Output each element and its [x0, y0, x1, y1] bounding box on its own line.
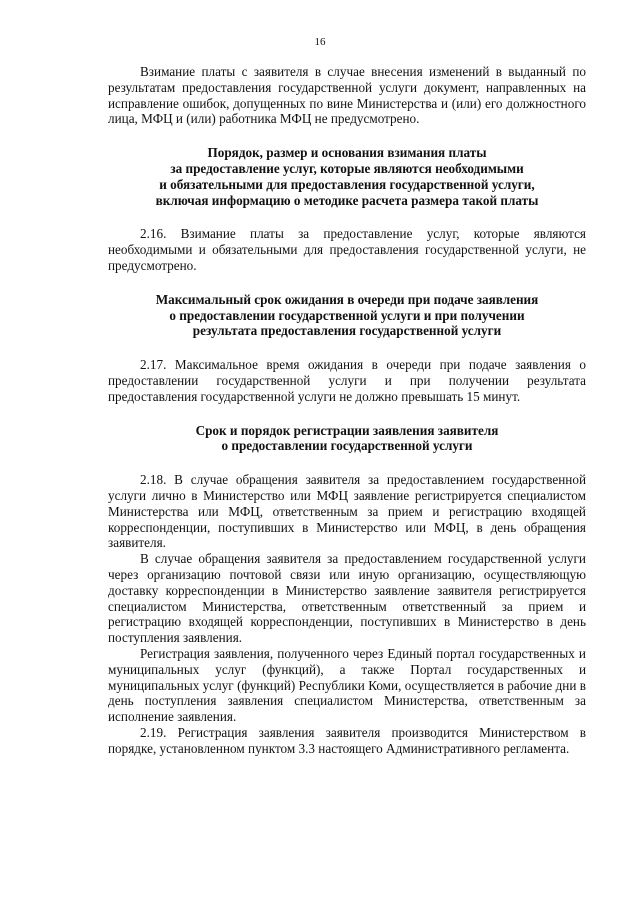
paragraph-portal-registration: Регистрация заявления, полученного через Единый портал государственных и муниципальных услуг (функций), а также Портал государственных и муниципальных услуг (функций) Республики Коми, осуществляется в рабочие дни в день поступления заявления специалистом Министерства, ответственным за исполнение заявления.	[108, 645, 586, 725]
paragraph-2-18: 2.18. В случае обращения заявителя за предоставлением государственной услуги лично в Министерство или МФЦ заявление регистрируется специалистом Министерства или МФЦ, ответственным за прием и регистрацию входящей корреспонденции, поступивших в Министерство или МФЦ, в день обращения заявителя.	[108, 472, 586, 551]
page-number: 16	[314, 36, 326, 48]
heading-line: Максимальный срок ожидания в очереди при подаче заявления	[155, 291, 539, 307]
paragraph-2-17: 2.17. Максимальное время ожидания в очереди при подаче заявления о предоставлении государственной услуги и при получении результата предоставления государственной услуги не должно превышать 15 минут.	[108, 357, 586, 404]
heading-line: о предоставлении государственной услуги	[221, 438, 473, 454]
heading-line: Порядок, размер и основания взимания платы	[207, 145, 487, 161]
heading-line: и обязательными для предоставления государственной услуги,	[159, 176, 535, 192]
paragraph-2-16: 2.16. Взимание платы за предоставление услуг, которые являются необходимыми и обязательными для предоставления государственной услуги, не предусмотрено.	[108, 226, 586, 273]
paragraph-postal-registration: В случае обращения заявителя за предоставлением государственной услуги через организацию почтовой связи или иную организацию, осуществляющую доставку корреспонденции в Министерство заявление заявителя регистрируется специалистом Министерства, ответственным ответственный за прием и регистрацию входящей корреспонденции, поступивших в Министерство в день поступления заявления.	[108, 551, 586, 646]
heading-line: за предоставление услуг, которые являются необходимыми	[170, 160, 524, 176]
heading-line: включая информацию о методике расчета размера такой платы	[155, 192, 539, 208]
paragraph-2-19: 2.19. Регистрация заявления заявителя производится Министерством в порядке, установленном пунктом 3.3 настоящего Административного регламента.	[108, 724, 586, 756]
document-body	[108, 64, 586, 756]
heading-registration	[108, 423, 586, 455]
heading-line: Срок и порядок регистрации заявления заявителя	[195, 422, 499, 438]
paragraph-fee-correction: Взимание платы с заявителя в случае внесения изменений в выданный по результатам предоставления государственной услуги документ, направленных на исправление ошибок, допущенных по вине Министерства и (или) его должностного лица, МФЦ и (или) работника МФЦ не предусмотрено.	[108, 64, 586, 127]
heading-line: о предоставлении государственной услуги и при получении	[169, 307, 525, 323]
heading-line: результата предоставления государственной услуги	[192, 323, 502, 339]
heading-fee-procedure	[108, 145, 586, 208]
heading-max-wait	[108, 292, 586, 339]
